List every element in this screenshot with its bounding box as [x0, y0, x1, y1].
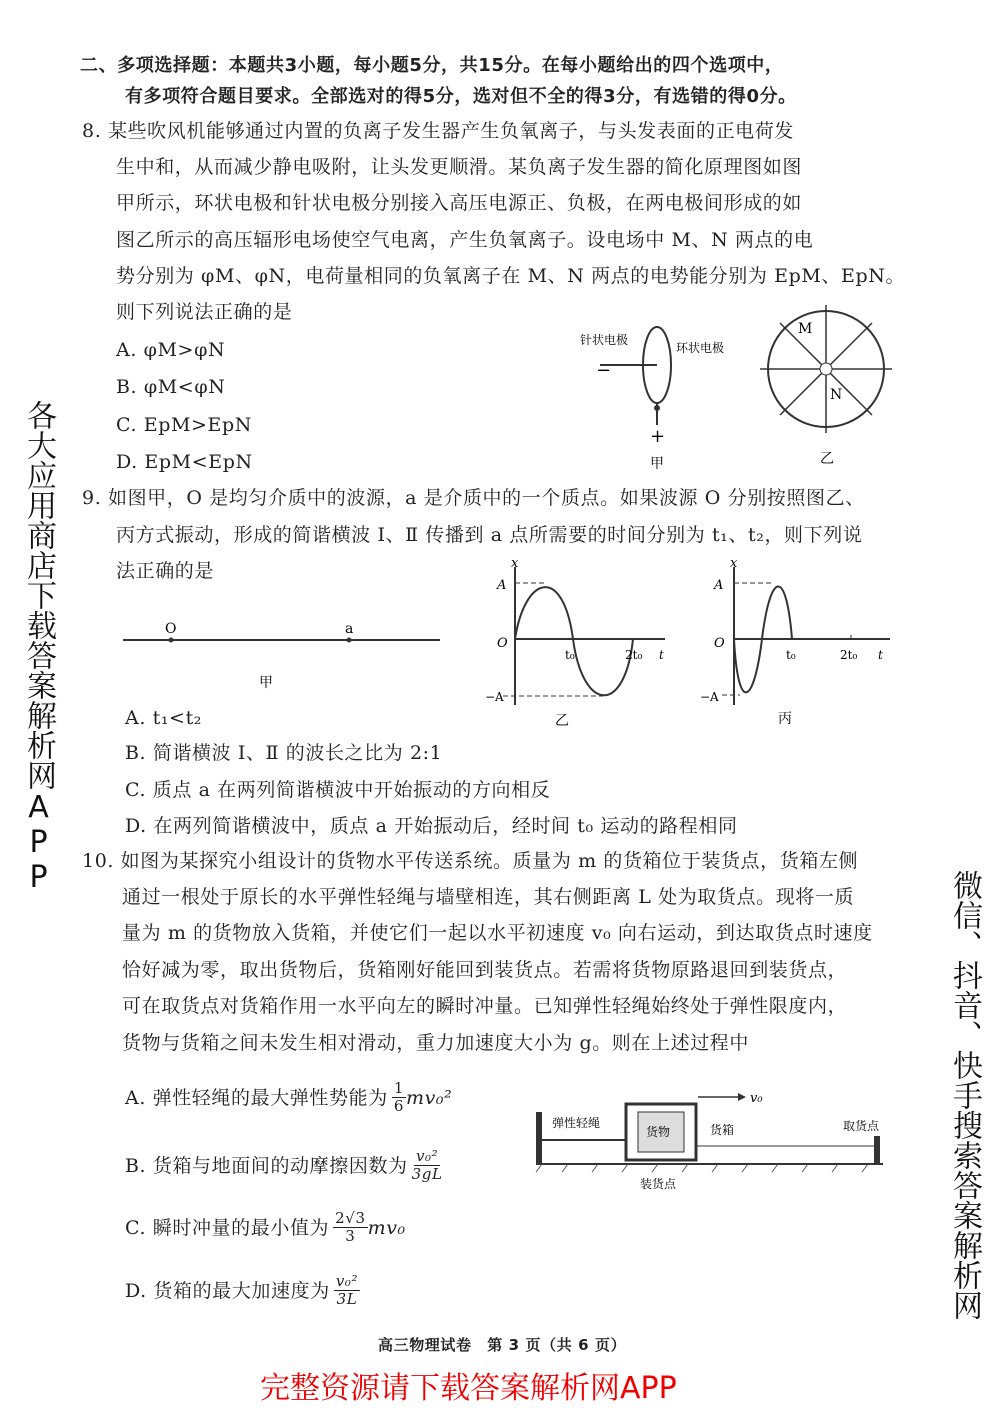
q9-figure-yi: [485, 555, 675, 730]
q8-figure-jia: [570, 320, 740, 480]
svg-text:−A: −A: [485, 690, 504, 704]
q9-figure-jia: [115, 615, 455, 695]
load-label: 装货点: [640, 1177, 677, 1191]
q9-line: 丙方式振动，形成的简谐横波 Ⅰ、Ⅱ 传播到 a 点所需要的时间分别为 t₁、t₂，则下列说: [116, 524, 863, 546]
watermark: 完整资源请下载答案解析网APP: [260, 1371, 677, 1406]
q8-figure-yi: [750, 295, 900, 475]
pickup-label: 取货点: [843, 1119, 880, 1133]
q8-option-c: C. EpM>EpN: [116, 414, 253, 436]
q10-figure: [528, 1082, 913, 1197]
needle-electrode-label: 针状电极: [580, 333, 629, 347]
figure-caption: 乙: [820, 451, 834, 467]
q8-option-b: B. φM<φN: [116, 376, 226, 398]
box-label: 货箱: [710, 1123, 735, 1137]
svg-text:x: x: [511, 556, 519, 571]
svg-text:v₀: v₀: [750, 1091, 763, 1106]
q9-option-c: C. 质点 a 在两列简谐横波中开始振动的方向相反: [125, 779, 551, 801]
page-footer: 高三物理试卷 第 3 页（共 6 页）: [378, 1336, 627, 1354]
q10-line: 10. 如图为某探究小组设计的货物水平传送系统。质量为 m 的货箱位于装货点，货箱左侧: [82, 850, 859, 872]
q10-line: 货物与货箱之间未发生相对滑动，重力加速度大小为 g。则在上述过程中: [122, 1032, 750, 1054]
svg-text:t₀: t₀: [786, 648, 796, 662]
cargo-label: 货物: [646, 1125, 671, 1139]
q8-line: 则下列说法正确的是: [116, 301, 293, 323]
svg-text:2t₀: 2t₀: [625, 648, 643, 662]
watermark: 微信、抖音、快手搜索答案解析网: [947, 870, 982, 1320]
q9-figure-bing: [700, 555, 900, 730]
q10-line: 恰好减为零，取出货物后，货箱刚好能回到装货点。若需将货物原路退回到装货点，: [122, 959, 848, 981]
svg-text:A: A: [714, 578, 724, 593]
figure-caption: 丙: [778, 711, 792, 727]
q9-option-b: B. 简谐横波 Ⅰ、Ⅱ 的波长之比为 2:1: [125, 742, 443, 764]
svg-text:2t₀: 2t₀: [840, 648, 858, 662]
svg-text:−: −: [596, 360, 612, 381]
section-heading-line2: 有多项符合题目要求。全部选对的得5分，选对但不全的得3分，有选错的得0分。: [125, 86, 797, 107]
figure-caption: 甲: [650, 456, 664, 472]
svg-text:A: A: [497, 578, 507, 593]
q9-line: 法正确的是: [116, 560, 215, 582]
q8-line: 8. 某些吹风机能够通过内置的负离子发生器产生负氧离子，与头发表面的正电荷发: [82, 120, 794, 142]
q10-line: 量为 m 的货物放入货箱，并使它们一起以水平初速度 v₀ 向右运动，到达取货点时速度: [122, 922, 873, 944]
ring-electrode-label: 环状电极: [676, 341, 725, 355]
q9-option-a: A. t₁<t₂: [125, 707, 203, 729]
svg-text:t: t: [659, 648, 664, 662]
q9-option-d: D. 在两列简谐横波中，质点 a 开始振动后，经时间 t₀ 运动的路程相同: [125, 815, 738, 837]
q10-line: 可在取货点对货箱作用一水平向左的瞬时冲量。已知弹性轻绳始终处于弹性限度内，: [122, 995, 848, 1017]
q8-line: 势分别为 φM、φN，电荷量相同的负氧离子在 M、N 两点的电势能分别为 EpM、EpN。: [116, 265, 906, 287]
svg-text:a: a: [345, 621, 354, 637]
svg-text:+: +: [650, 426, 666, 447]
svg-text:x: x: [730, 556, 738, 571]
q8-option-a: A. φM>φN: [116, 339, 226, 361]
q8-line: 生中和，从而减少静电吸附，让头发更顺滑。某负离子发生器的简化原理图如图: [116, 156, 803, 178]
svg-text:O: O: [165, 621, 177, 637]
svg-text:M: M: [798, 321, 813, 337]
section-heading-line1: 二、多项选择题：本题共3小题，每小题5分，共15分。在每小题给出的四个选项中，: [80, 55, 784, 76]
q8-line: 甲所示，环状电极和针状电极分别接入高压电源正、负极，在两电极间形成的如: [116, 192, 803, 214]
svg-text:−A: −A: [700, 690, 719, 704]
q10-option-d: D. 货箱的最大加速度为 v₀² 3L: [125, 1272, 359, 1308]
q8-line: 图乙所示的高压辐形电场使空气电离，产生负氧离子。设电场中 M、N 两点的电: [116, 229, 814, 251]
rope-label: 弹性轻绳: [552, 1116, 601, 1130]
svg-text:N: N: [830, 387, 843, 403]
figure-caption: 甲: [259, 675, 273, 691]
svg-text:t: t: [878, 648, 883, 662]
q10-option-c: C. 瞬时冲量的最小值为 2√3 3 mv₀: [125, 1209, 406, 1245]
svg-text:t₀: t₀: [565, 648, 575, 662]
q9-line: 9. 如图甲，O 是均匀介质中的波源，a 是介质中的一个质点。如果波源 O 分别按照图乙、: [82, 487, 865, 509]
svg-text:O: O: [714, 636, 725, 651]
watermark: 各大应用商店下载答案解析网APP: [21, 400, 56, 895]
q8-option-d: D. EpM<EpN: [116, 451, 253, 473]
q10-option-a: A. 弹性轻绳的最大弹性势能为 1 6 mv₀²: [125, 1079, 453, 1115]
figure-caption: 乙: [555, 713, 569, 729]
q10-option-b: B. 货箱与地面间的动摩擦因数为 v₀² 3gL: [125, 1147, 443, 1183]
svg-text:O: O: [497, 636, 508, 651]
q10-line: 通过一根处于原长的水平弹性轻绳与墙壁相连，其右侧距离 L 处为取货点。现将一质: [122, 886, 855, 908]
